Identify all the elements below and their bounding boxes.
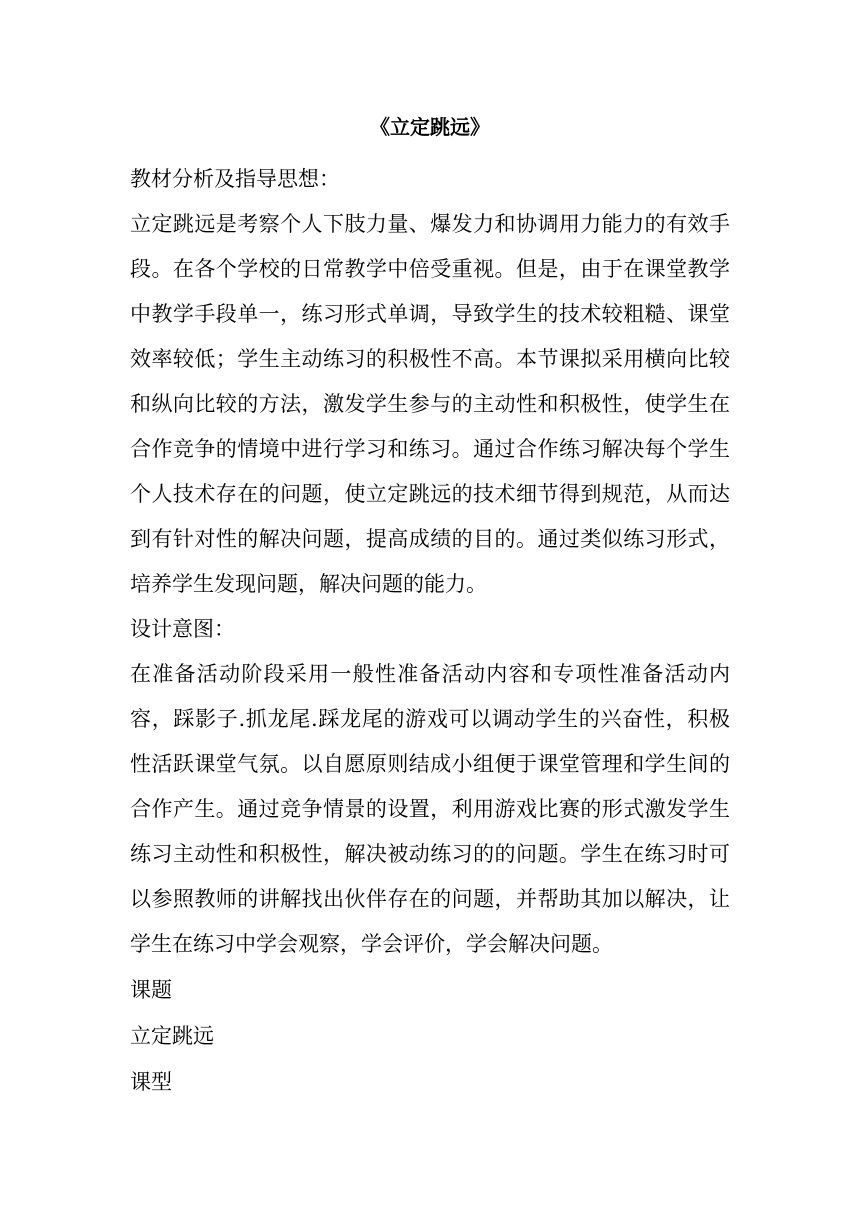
lesson-type-label: 课型 [130,1070,172,1094]
topic-label: 课题 [130,978,172,1002]
topic-value: 立定跳远 [130,1024,214,1048]
analysis-paragraph: 立定跳远是考察个人下肢力量、爆发力和协调用力能力的有效手段。在各个学校的日常教学中倍受重视。但是，由于在课堂教学中教学手段单一，练习形式单调，导致学生的技术较粗糙、课堂效率较低；学生主动练习的积极性不高。本节课拟采用横向比较和纵向比较的方法，激发学生参与的主动性和积极性，使学生在合作竞争的情境中进行学习和练习。通过合作练习解决每个学生个人技术存在的问题，使立定跳远的技术细节得到规范，从而达到有针对性的解决问题，提高成绩的目的。通过类似练习形式，培养学生发现问题，解决问题的能力。 [130,212,730,596]
document-page [130,112,730,1105]
document-title: 《立定跳远》 [370,115,490,139]
design-paragraph: 在准备活动阶段采用一般性准备活动内容和专项性准备活动内容，踩影子.抓龙尾.踩龙尾的游戏可以调动学生的兴奋性，积极性活跃课堂气氛。以自愿原则结成小组便于课堂管理和学生间的合作产生。通过竞争情景的设置，利用游戏比赛的形式激发学生练习主动性和积极性，解决被动练习的的问题。学生在练习时可以参照教师的讲解找出伙伴存在的问题，并帮助其加以解决，让学生在练习中学会观察，学会评价，学会解决问题。 [130,662,730,956]
analysis-heading: 教材分析及指导思想： [130,167,340,191]
design-heading: 设计意图： [130,617,235,641]
